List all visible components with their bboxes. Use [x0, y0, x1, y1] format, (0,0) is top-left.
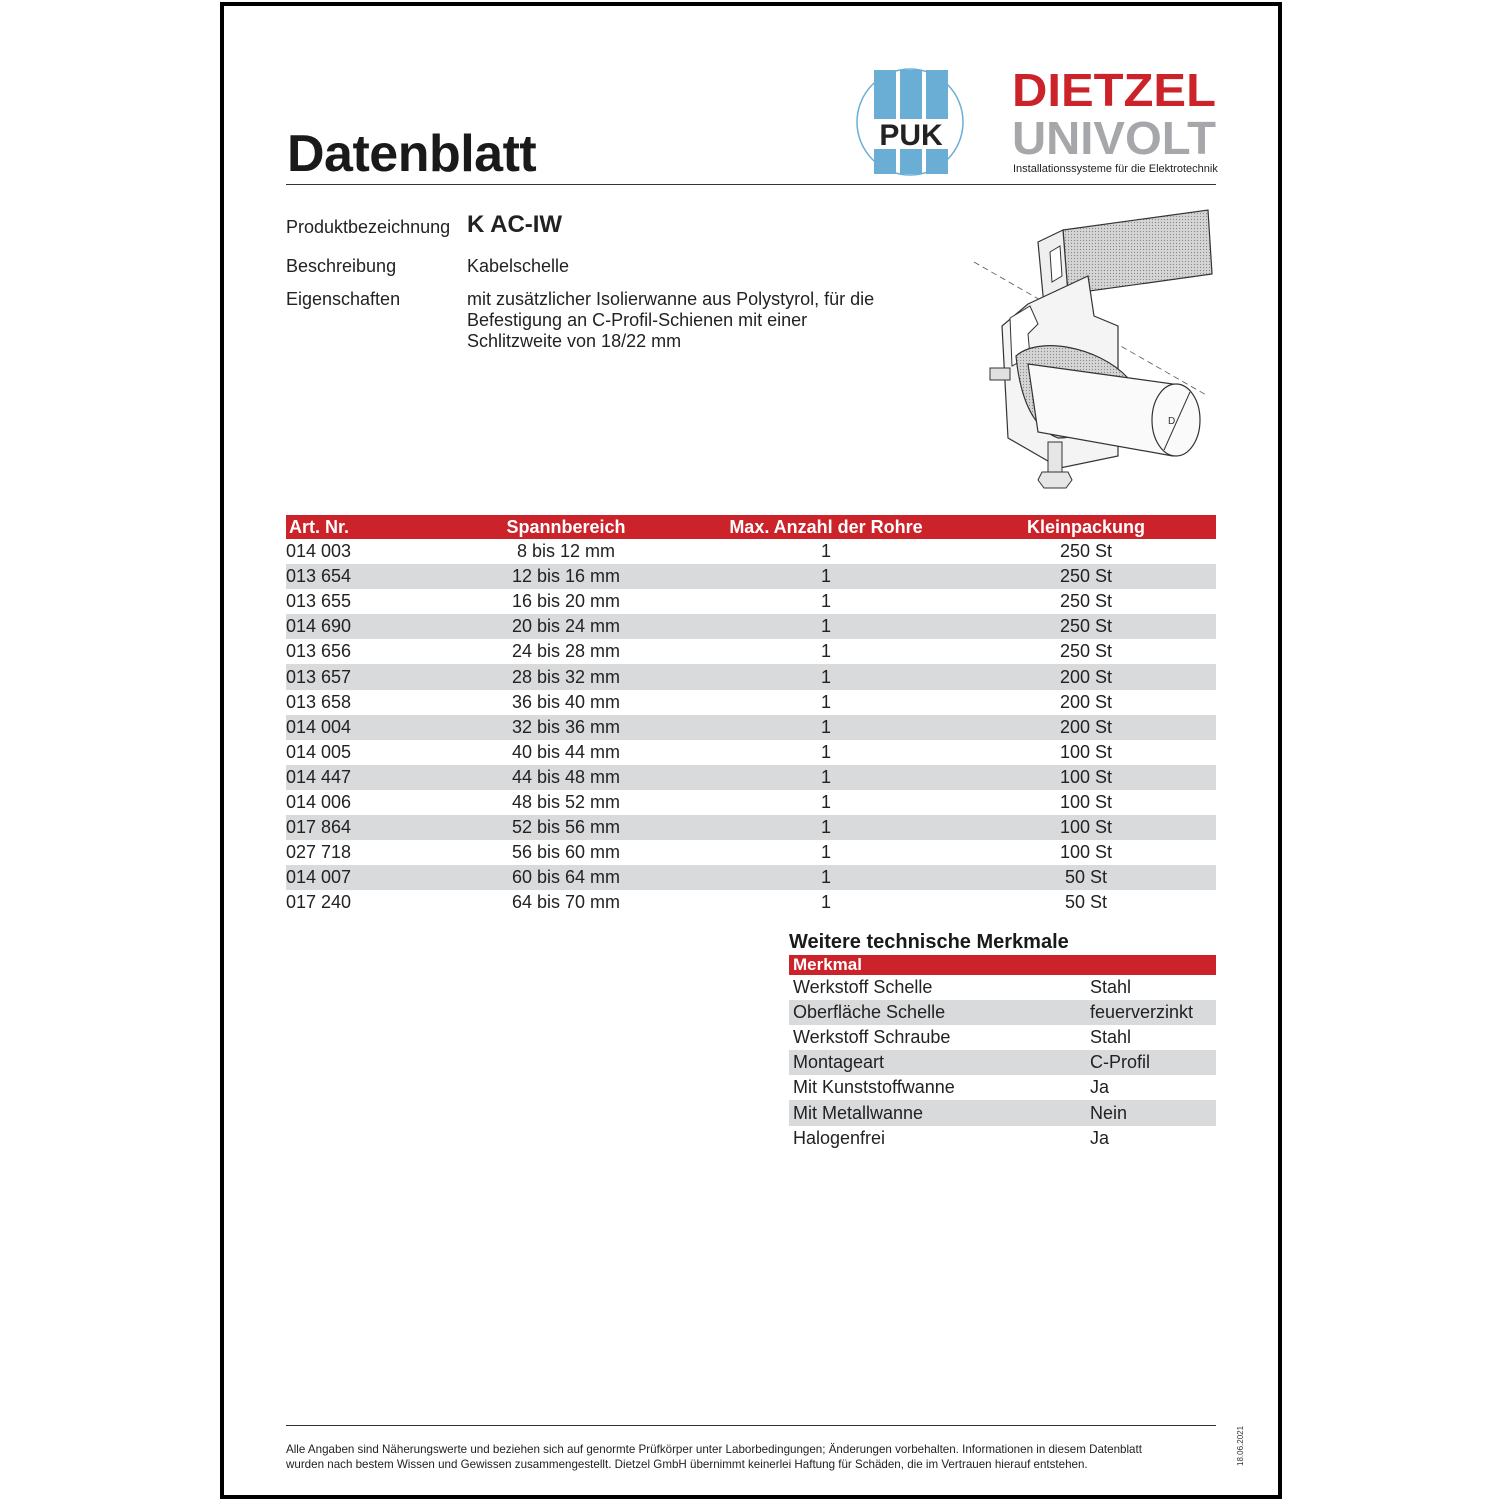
properties-label: Eigenschaften — [286, 289, 401, 309]
features-table — [789, 955, 1216, 1151]
properties-line: Befestigung an C-Profil-Schienen mit einer — [467, 310, 808, 330]
table-row — [286, 564, 1216, 589]
range-cell: 16 bis 20 mm — [511, 591, 621, 612]
table-row — [286, 790, 1216, 815]
logo-dietzel-text: DIETZEL — [1012, 66, 1216, 116]
count-cell: 1 — [696, 865, 956, 890]
feature-row — [789, 1025, 1216, 1050]
feature-value: Ja — [1090, 1127, 1110, 1148]
art-nr-cell: 014 005 — [286, 741, 352, 762]
cable-clamp-drawing — [968, 206, 1218, 491]
feature-name: Halogenfrei — [793, 1127, 886, 1148]
table-row — [286, 639, 1216, 664]
feature-name: Montageart — [789, 1050, 1086, 1075]
art-nr-cell: 014 007 — [286, 865, 436, 890]
range-cell: 48 bis 52 mm — [511, 791, 621, 812]
table-row — [286, 815, 1216, 840]
dietzel-univolt-logo — [1012, 66, 1218, 158]
package-cell: 100 St — [1059, 791, 1113, 812]
count-cell: 1 — [820, 741, 831, 762]
feature-name: Werkstoff Schelle — [793, 977, 933, 998]
description-label: Beschreibung — [286, 256, 397, 276]
range-cell: 24 bis 28 mm — [511, 641, 621, 662]
table-row — [286, 664, 1216, 689]
art-nr-cell: 013 656 — [286, 641, 352, 662]
column-header: Art. Nr. — [286, 515, 436, 539]
art-nr-cell: 013 657 — [286, 664, 436, 689]
properties-line: Schlitzweite von 18/22 mm — [467, 331, 682, 351]
count-cell: 1 — [696, 664, 956, 689]
feature-row — [789, 1126, 1216, 1151]
feature-value: Nein — [1086, 1100, 1216, 1125]
range-cell: 12 bis 16 mm — [436, 564, 696, 589]
product-name: K AC-IW — [467, 211, 563, 238]
package-cell: 250 St — [956, 564, 1216, 589]
logo-univolt-text: UNIVOLT — [1012, 112, 1216, 158]
count-cell: 1 — [820, 641, 831, 662]
properties-line: mit zusätzlicher Isolierwanne aus Polystyrol, für die — [467, 289, 875, 309]
art-nr-cell: 014 447 — [286, 765, 436, 790]
count-cell: 1 — [696, 614, 956, 639]
package-cell: 250 St — [1059, 541, 1113, 562]
range-cell: 56 bis 60 mm — [511, 842, 621, 863]
package-cell: 100 St — [956, 815, 1216, 840]
document-date: 18.06.2021 — [1236, 1425, 1245, 1466]
article-table — [286, 515, 1216, 915]
count-cell: 1 — [820, 591, 831, 612]
feature-value: Ja — [1090, 1077, 1110, 1098]
feature-value: feuerverzinkt — [1086, 1000, 1216, 1025]
table-row — [286, 840, 1216, 865]
logo-tagline: Installationssysteme für die Elektrotechnik — [1013, 163, 1218, 175]
range-cell: 40 bis 44 mm — [511, 741, 621, 762]
table-row — [286, 690, 1216, 715]
package-cell: 50 St — [956, 865, 1216, 890]
art-nr-cell: 014 004 — [286, 715, 436, 740]
column-header: Spannbereich — [436, 515, 696, 539]
column-header: Kleinpackung — [956, 515, 1216, 539]
title-divider — [286, 184, 1216, 185]
package-cell: 200 St — [1059, 691, 1113, 712]
count-cell: 1 — [820, 892, 831, 913]
table-row — [286, 614, 1216, 639]
page-title: Datenblatt — [287, 125, 537, 183]
package-cell: 250 St — [1059, 591, 1113, 612]
art-nr-cell: 017 240 — [286, 892, 352, 913]
art-nr-cell: 013 658 — [286, 691, 352, 712]
package-cell: 100 St — [956, 765, 1216, 790]
range-cell: 44 bis 48 mm — [436, 765, 696, 790]
feature-value: C-Profil — [1086, 1050, 1216, 1075]
feature-row — [789, 975, 1216, 1000]
footer-divider — [286, 1425, 1216, 1426]
count-cell: 1 — [696, 765, 956, 790]
features-header-row — [789, 955, 1216, 975]
package-cell: 250 St — [956, 614, 1216, 639]
range-cell: 64 bis 70 mm — [511, 892, 621, 913]
count-cell: 1 — [820, 691, 831, 712]
puk-logo — [852, 66, 970, 178]
package-cell: 200 St — [956, 715, 1216, 740]
range-cell: 20 bis 24 mm — [436, 614, 696, 639]
feature-row — [789, 1075, 1216, 1100]
feature-value: Stahl — [1090, 977, 1132, 998]
table-row — [286, 715, 1216, 740]
feature-value: Stahl — [1090, 1027, 1132, 1048]
art-nr-cell: 013 654 — [286, 564, 436, 589]
count-cell: 1 — [820, 541, 831, 562]
feature-name: Mit Kunststoffwanne — [793, 1077, 955, 1098]
table-row — [286, 539, 1216, 564]
range-cell: 8 bis 12 mm — [516, 541, 616, 562]
features-title: Weitere technische Merkmale — [789, 931, 1069, 953]
range-cell: 60 bis 64 mm — [436, 865, 696, 890]
feature-row — [789, 1050, 1216, 1075]
feature-row — [789, 1000, 1216, 1025]
range-cell: 32 bis 36 mm — [436, 715, 696, 740]
package-cell: 100 St — [1059, 842, 1113, 863]
feature-name: Oberfläche Schelle — [789, 1000, 1086, 1025]
dimension-label: D — [1168, 416, 1176, 427]
table-row — [286, 740, 1216, 765]
table-row — [286, 589, 1216, 614]
package-cell: 50 St — [1064, 892, 1108, 913]
count-cell: 1 — [820, 791, 831, 812]
art-nr-cell: 014 006 — [286, 791, 352, 812]
art-nr-cell: 013 655 — [286, 591, 352, 612]
art-nr-cell: 014 003 — [286, 541, 352, 562]
art-nr-cell: 014 690 — [286, 614, 436, 639]
count-cell: 1 — [820, 842, 831, 863]
table-row — [286, 865, 1216, 890]
count-cell: 1 — [696, 564, 956, 589]
count-cell: 1 — [696, 715, 956, 740]
art-nr-cell: 027 718 — [286, 842, 352, 863]
disclaimer-line: wurden nach bestem Wissen und Gewissen zusammengestellt. Dietzel GmbH übernimmt keinerlei Haftung für Schäden, die im Vertrauen hierauf entstehen. — [286, 1458, 1088, 1471]
table-row — [286, 890, 1216, 915]
feature-name: Mit Metallwanne — [789, 1100, 1086, 1125]
table-row — [286, 765, 1216, 790]
range-cell: 52 bis 56 mm — [436, 815, 696, 840]
range-cell: 36 bis 40 mm — [511, 691, 621, 712]
description-value: Kabelschelle — [467, 256, 570, 276]
features-header: Merkmal — [789, 955, 1216, 975]
art-nr-cell: 017 864 — [286, 815, 436, 840]
feature-name: Werkstoff Schraube — [793, 1027, 951, 1048]
package-cell: 250 St — [1059, 641, 1113, 662]
count-cell: 1 — [696, 815, 956, 840]
table-header-row — [286, 515, 1216, 539]
package-cell: 100 St — [1059, 741, 1113, 762]
puk-logo-text: PUK — [879, 119, 943, 152]
feature-row — [789, 1100, 1216, 1125]
column-header: Max. Anzahl der Rohre — [696, 515, 956, 539]
disclaimer-line: Alle Angaben sind Näherungswerte und beziehen sich auf genormte Prüfkörper unter Laborbedingungen; Änderungen vorbehalten. Informationen in diesem Datenblatt — [286, 1443, 1142, 1456]
footer-disclaimer — [286, 1442, 1221, 1472]
range-cell: 28 bis 32 mm — [436, 664, 696, 689]
package-cell: 200 St — [956, 664, 1216, 689]
product-name-label: Produktbezeichnung — [286, 217, 451, 237]
